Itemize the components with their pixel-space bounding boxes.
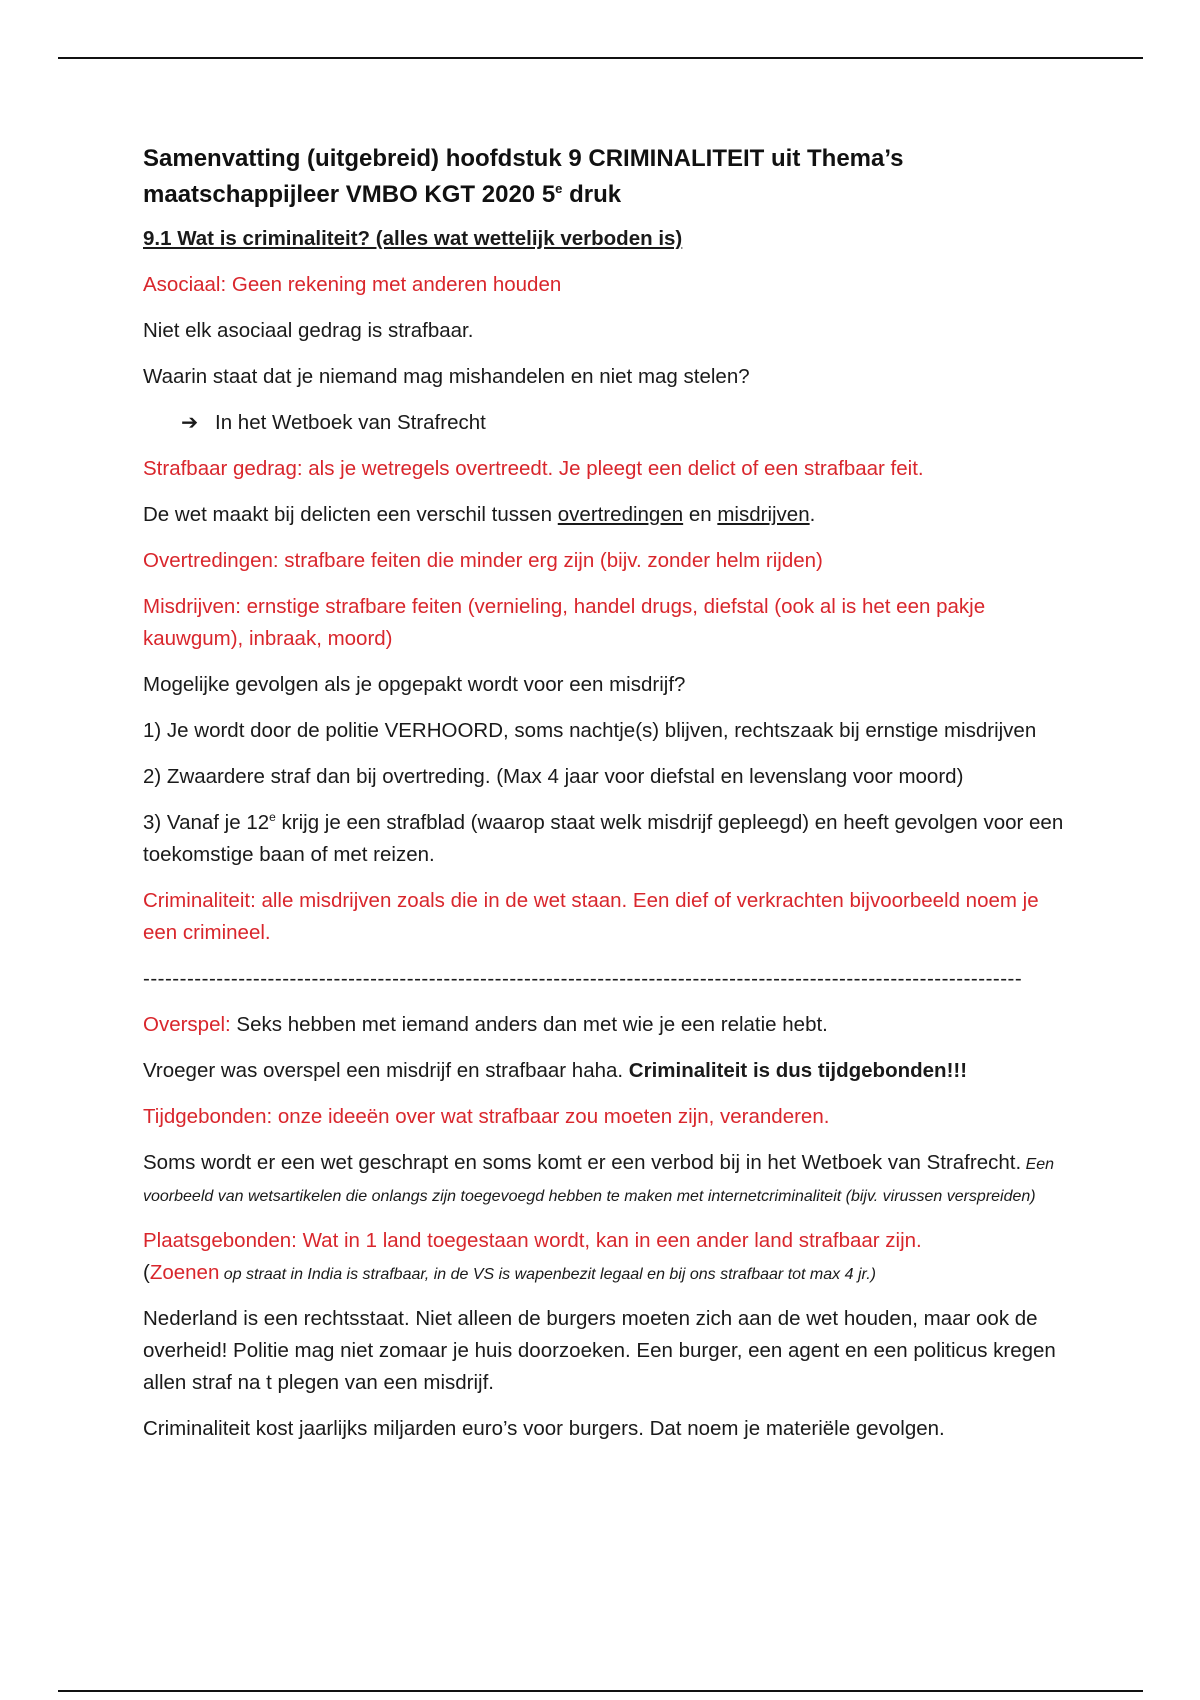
vroeger-bold: Criminaliteit is dus tijdgebonden!!! — [628, 1059, 968, 1082]
zoenen-small-text: op straat in India is strafbaar, in de VS is wapenbezit legaal en bij ons strafbaar tot max 4 jr.) — [219, 1266, 876, 1283]
dashed-separator: ------------------------------------------------------------------------------------------------------------------------ — [143, 967, 1023, 990]
title-line-1: Samenvatting (uitgebreid) hoofdstuk 9 CRIMINALITEIT uit Thema’s — [143, 145, 904, 172]
paragraph-kost: Criminaliteit kost jaarlijks miljarden euro’s voor burgers. Dat noem je materiële gevolgen. — [143, 1417, 945, 1440]
title-line-2-end: druk — [562, 181, 622, 208]
soms-text: Soms wordt er een wet geschrapt en soms komt er een verbod bij in het Wetboek van Strafrecht. — [143, 1151, 1022, 1174]
definition-tijdgebonden: Tijdgebonden: onze ideeën over wat strafbaar zou moeten zijn, veranderen. — [143, 1105, 830, 1128]
definition-misdrijven: Misdrijven: ernstige strafbare feiten (vernieling, handel drugs, diefstal (ook al is het een pakje kauwgum), inbraak, moord) — [143, 595, 986, 650]
plaatsgebonden-text: Plaatsgebonden: Wat in 1 land toegestaan wordt, kan in een ander land strafbaar zijn. — [143, 1229, 922, 1252]
definition-plaatsgebonden — [143, 1225, 1073, 1289]
paragraph-overspel — [143, 1009, 1073, 1041]
definition-asociaal: Asociaal: Geen rekening met anderen houden — [143, 273, 562, 296]
bottom-rule — [58, 1690, 1143, 1692]
de-wet-end: . — [809, 503, 816, 526]
soms-small-text: Een voorbeeld van wetsartikelen die onlangs zijn toegevoegd hebben te maken met internetcriminaliteit (bijv. virussen verspreiden) — [143, 1156, 1055, 1205]
arrow-right-icon: ➔ — [181, 411, 199, 434]
document-title — [143, 141, 1073, 213]
paragraph-nederland: Nederland is een rechtsstaat. Niet alleen de burgers moeten zich aan de wet houden, maar ook de overheid! Politie mag niet zomaar je huis doorzoeken. Een burger, een agent en een politicus kregen allen straf na t plegen van een misdrijf. — [143, 1307, 1056, 1394]
paragraph-vroeger — [143, 1055, 1073, 1087]
title-superscript: e — [555, 181, 563, 196]
title-line-2: maatschappijleer VMBO KGT 2020 5 — [143, 181, 556, 208]
overspel-label: Overspel: — [143, 1013, 231, 1036]
gevolg-1: 1) Je wordt door de politie VERHOORD, soms nachtje(s) blijven, rechtszaak bij ernstige misdrijven — [143, 719, 1037, 742]
arrow-answer-text: In het Wetboek van Strafrecht — [215, 411, 486, 434]
definition-overtredingen: Overtredingen: strafbare feiten die minder erg zijn (bijv. zonder helm rijden) — [143, 549, 823, 572]
top-rule — [58, 57, 1143, 59]
gevolg-3-superscript: e — [269, 810, 276, 825]
paragraph-mogelijke-gevolgen: Mogelijke gevolgen als je opgepakt wordt voor een misdrijf? — [143, 673, 686, 696]
zoenen-red: Zoenen — [149, 1261, 220, 1284]
paragraph-de-wet — [143, 499, 1073, 531]
overspel-text: Seks hebben met iemand anders dan met wie je een relatie hebt. — [230, 1013, 828, 1036]
paragraph-soms — [143, 1147, 1073, 1211]
zoenen-open: ( — [143, 1261, 150, 1284]
de-wet-mid: en — [683, 503, 718, 526]
definition-strafbaar-gedrag: Strafbaar gedrag: als je wetregels overtreedt. Je pleegt een delict of een strafbaar feit. — [143, 457, 924, 480]
document-body — [143, 141, 1073, 1459]
gevolg-3-start: 3) Vanaf je 12 — [143, 811, 270, 834]
underlined-overtredingen: overtredingen — [557, 503, 684, 526]
gevolg-3-end: krijg je een strafblad (waarop staat welk misdrijf gepleegd) en heeft gevolgen voor een toekomstige baan of met reizen. — [143, 811, 1064, 866]
paragraph-waarin: Waarin staat dat je niemand mag mishandelen en niet mag stelen? — [143, 365, 750, 388]
section-heading: 9.1 Wat is criminaliteit? (alles wat wettelijk verboden is) — [143, 227, 683, 250]
definition-criminaliteit: Criminaliteit: alle misdrijven zoals die in de wet staan. Een dief of verkrachten bijvoorbeeld noem je een crimineel. — [143, 889, 1039, 944]
de-wet-text: De wet maakt bij delicten een verschil tussen — [143, 503, 558, 526]
gevolg-3 — [143, 807, 1073, 871]
vroeger-text: Vroeger was overspel een misdrijf en strafbaar haha. — [143, 1059, 629, 1082]
gevolg-2: 2) Zwaardere straf dan bij overtreding. (Max 4 jaar voor diefstal en levenslang voor moord) — [143, 765, 964, 788]
paragraph-niet-elk: Niet elk asociaal gedrag is strafbaar. — [143, 319, 474, 342]
arrow-answer — [143, 407, 1073, 439]
underlined-misdrijven: misdrijven — [717, 503, 810, 526]
